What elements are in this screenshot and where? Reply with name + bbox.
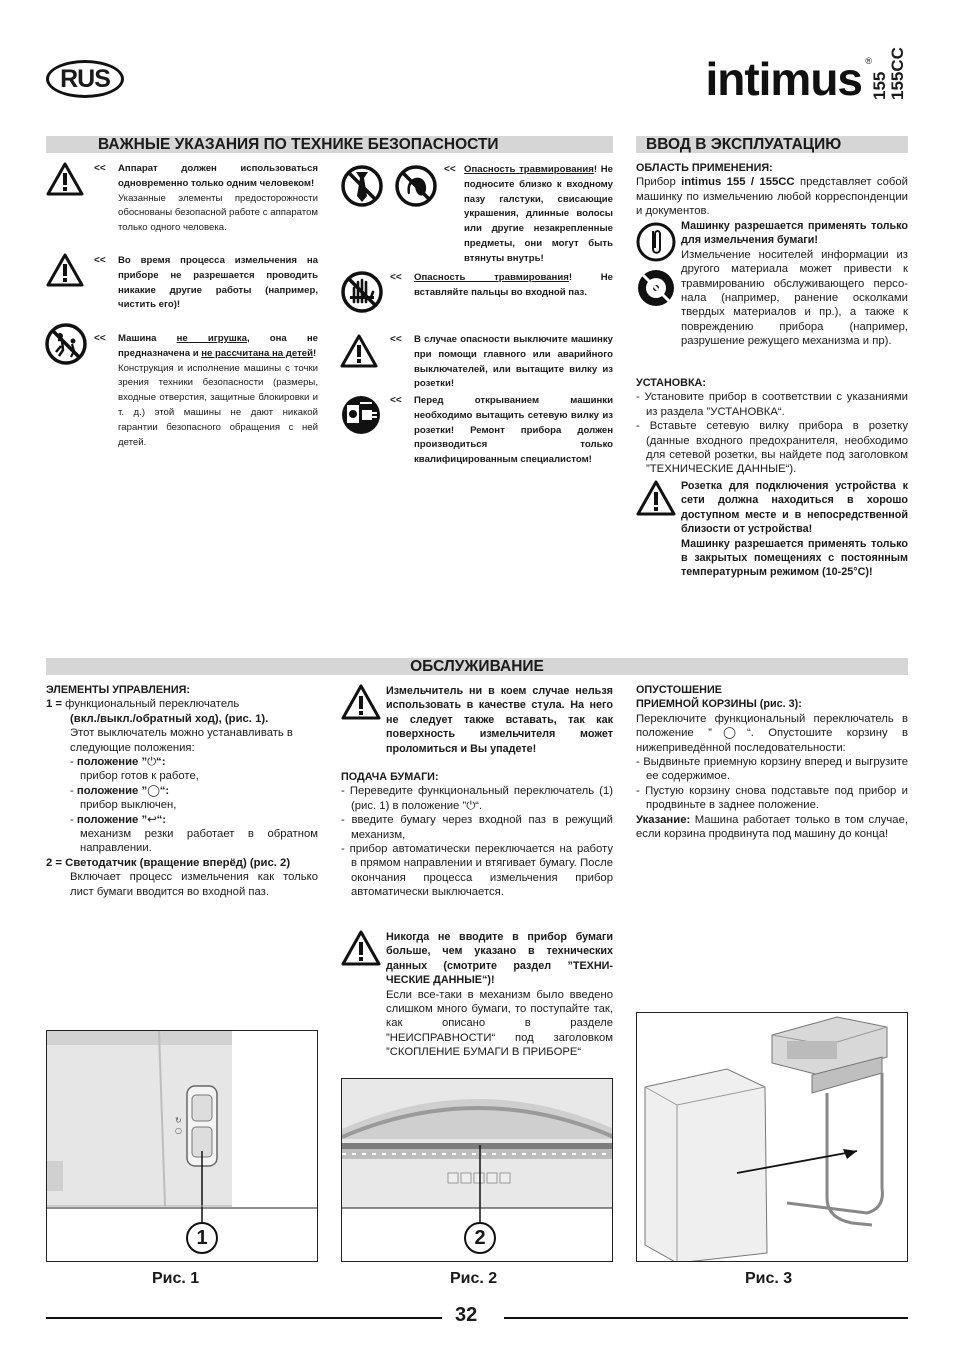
warning-triangle-icon <box>636 480 676 516</box>
callout-2: 2 <box>464 1222 496 1254</box>
figure-1-switch <box>46 1030 318 1262</box>
warning-loose-items: Опасность травмирования! Не подносите близко к входному пазу галстуки, свисающие украшения, длинные волосы или другие незакрепленные предметы, они могут быть втянуты внутрь! <box>464 164 613 264</box>
bullet-arrow: << <box>390 334 402 345</box>
bullet-arrow: << <box>444 164 456 175</box>
bullet-arrow: << <box>94 163 106 174</box>
svg-text:↻: ↻ <box>175 1116 182 1125</box>
brand-logo: intimus <box>705 53 862 105</box>
install-block: УСТАНОВКА: - Установите прибор в соответствии с указаниями из раздела ”УСТАНОВКА“. - Вставьте сетевую вилку прибора в розетку (данные входного предохранителя, необходимо для сетевой розетки, вы найдете под заголовком ”ТЕХНИЧЕСКИЕ ДАННЫЕ“). <box>636 377 908 476</box>
bullet-arrow: << <box>94 333 106 344</box>
empty-bin-column: ОПУСТОШЕНИЕ ПРИЕМНОЙ КОРЗИНЫ (рис. 3): Переключите функциональный переключатель в положение ”◯“. Опустошите корзину в нижеприведённой последовательности: - Выдвиньте приемную корзину вперед и выгрузите ее содержимое. - Пустую корзину снова подставьте под прибор и продвиньте в заднее положение. Указание: Машина работает только в том случае, если корзина продвинута под машину до конца! <box>636 684 908 841</box>
footer-rule-left <box>46 1317 442 1319</box>
figure-3-caption: Рис. 3 <box>745 1270 793 1287</box>
figure-3-bin <box>636 1012 908 1262</box>
feed-block: ПОДАЧА БУМАГИ: - Переведите функциональный переключатель (1) (рис. 1) в положение ”⏻“. - введите бумагу через входной паз в режущий механизм, - прибор автоматически переключается на работу в прямом направлении и втягивает бумагу. После окончания процесса измельчения прибор автоматически выключается. <box>341 771 613 899</box>
warning-triangle-icon <box>341 930 381 966</box>
warning-no-other-work: Во время процесса измельчения на приборе не разрешается проводить никакие другие работы (например, чистить его)! <box>118 255 318 311</box>
no-cd-icon <box>636 268 676 308</box>
bullet-arrow: << <box>94 255 106 266</box>
warning-one-person: Аппарат должен использоваться одновременно только одним человеком! Указанные элементы предосторожности обоснованы безопасной работе с аппаратом только одного человека. <box>118 163 318 234</box>
paper-only-text: Машинку разрешается применять только для измельчения бумаги! Измельчение носителей информации из другого материала может привести к травмированию обслуживающего персо-нала (например, ранение осколками твердых материалов и пр.), а также к повреждению прибора (например, разрушение режущего механизма и пр). <box>681 220 908 348</box>
svg-text:○: ○ <box>175 1126 182 1135</box>
warning-triangle-icon <box>341 684 381 720</box>
warning-unplug: Перед открыванием машинки необходимо вытащить сетевую вилку из розетки! Ремонт прибора должен производиться только квалифицированным специалистом! <box>414 395 613 466</box>
no-fingers-icon <box>340 270 384 314</box>
model-155cc: 155CC <box>888 47 907 100</box>
bullet-arrow: << <box>390 395 402 406</box>
overload-warning: Никогда не вводите в прибор бумаги больше, чем указано в технических данных (смотрите раздел ”ТЕХНИ-ЧЕСКИЕ ДАННЫЕ“)! Если все-таки в механизм было введено слишком много бумаги, то поступайте так, как описано в разделе ”НЕИСПРАВНОСТИ“ под заголовком ”СКОПЛЕНИЕ БУМАГИ В ПРИБОРЕ“ <box>386 931 613 1059</box>
bin-illustration <box>637 1013 908 1262</box>
no-tie-icon <box>340 164 384 208</box>
warning-not-a-toy: Машина не игрушка, она не предназначена и не рассчитана на детей! Конструкция и исполнение машины с точки зрения техники безопасности (размеры, входные отверстия, защитные блокировки и т. д.) этой машины не дают никакой гарантии безопасного обращения с ней детей. <box>118 333 318 448</box>
commission-section-title: ВВОД В ЭКСПЛУАТАЦИЮ <box>636 136 908 153</box>
switch-illustration <box>47 1031 318 1262</box>
paper-only-icon <box>636 222 676 262</box>
page-number: 32 <box>455 1304 478 1326</box>
warning-fingers: Опасность травмирования! Не вставляйте пальцы во входной паз. <box>414 272 613 298</box>
footer-rule-right <box>504 1317 908 1319</box>
no-children-icon <box>44 322 88 366</box>
service-section-title: ОБСЛУЖИВАНИЕ <box>46 658 908 675</box>
unplug-icon <box>340 394 382 436</box>
figure-1-caption: Рис. 1 <box>152 1270 200 1287</box>
figure-2-sensor <box>341 1078 613 1262</box>
model-label <box>870 44 910 100</box>
model-155: 155 <box>870 71 889 100</box>
no-long-hair-icon <box>394 164 438 208</box>
chair-warning: Измельчитель ни в коем случае нельзя использовать в качестве стула. На него не следует также вставать, так как поверхность измельчителя может проломиться и Вы упадете! <box>386 685 613 755</box>
commission-column: ОБЛАСТЬ ПРИМЕНЕНИЯ: Прибор intimus 155 / 155CC представляет собой машинку по измельчению любой корреспонденции и документов. <box>636 162 908 218</box>
bullet-arrow: << <box>390 272 402 283</box>
figure-2-caption: Рис. 2 <box>450 1270 498 1287</box>
warning-triangle-icon <box>46 253 84 287</box>
safety-section-title: ВАЖНЫЕ УКАЗАНИЯ ПО ТЕХНИКЕ БЕЗОПАСНОСТИ <box>46 136 613 153</box>
language-badge: RUS <box>46 60 124 98</box>
warning-triangle-icon <box>340 334 378 368</box>
warning-emergency-switch: В случае опасности выключите машинку при помощи главного или аварийного выключателей, или вытащите вилку из розетки! <box>414 334 613 390</box>
warning-triangle-icon <box>46 162 84 196</box>
callout-1: 1 <box>186 1222 218 1254</box>
brand-registered-mark: ® <box>865 56 872 66</box>
socket-warning: Розетка для подключения устройства к сети должна находиться в хорошо доступном месте и в непосредственной близости от устройства! Машинку разрешается применять только в закрытых помещениях с постоянным температурным режимом (10-25°C)! <box>681 480 908 579</box>
controls-column: ЭЛЕМЕНТЫ УПРАВЛЕНИЯ: 1 = функциональный переключатель (вкл./выкл./обратный ход), (рис. 1). Этот выключатель можно устанавливать в следующие положения: - положение ”⏻“: прибор готов к работе, - положение ”◯“: прибор выключен, - положение ”↩“: механизм резки работает в обратном направлении. 2 = Светодатчик (вращение вперёд) (рис. 2) Включает процесс измельчения как только лист бумаги вводится во входной паз. <box>46 684 318 898</box>
